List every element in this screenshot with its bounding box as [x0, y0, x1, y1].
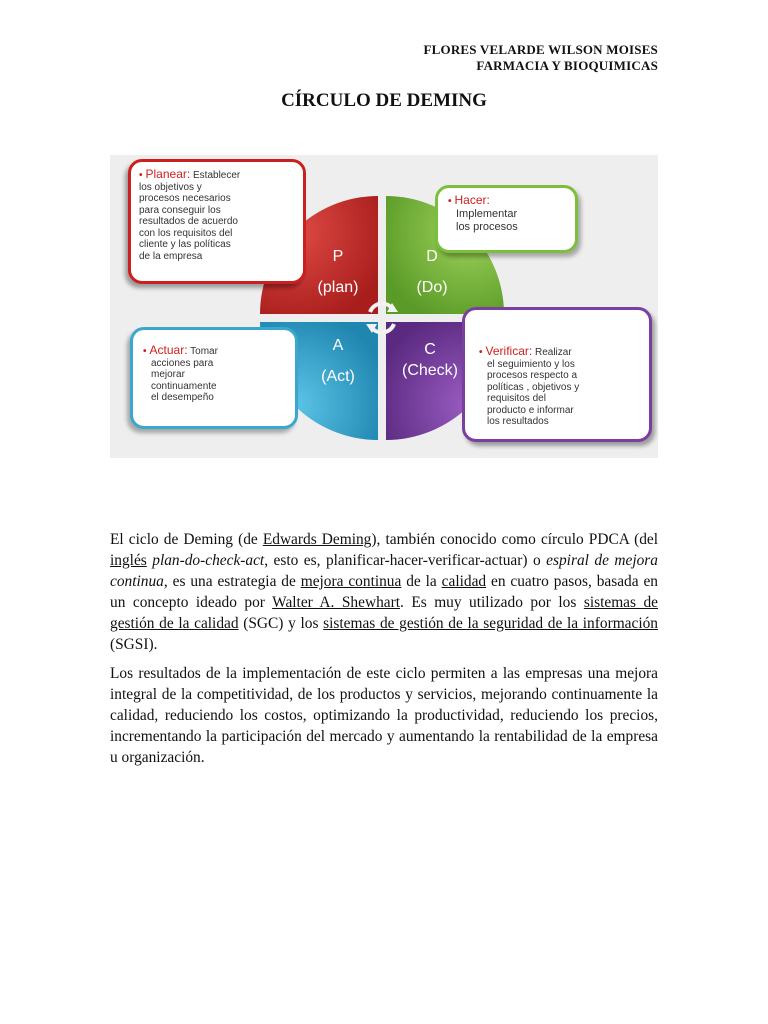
- page-title: CÍRCULO DE DEMING: [281, 90, 487, 111]
- check-word: (Check): [401, 362, 459, 379]
- verificar-line: el seguimiento y los: [487, 358, 575, 370]
- verificar-line: requisitos del: [487, 393, 546, 404]
- link-calidad[interactable]: calidad: [441, 573, 487, 590]
- actuar-line: continuamente: [151, 380, 217, 392]
- actuar-line: acciones para: [151, 357, 214, 369]
- planear-line: los objetivos y: [139, 181, 202, 193]
- link-edwards-deming[interactable]: Edwards Deming: [262, 531, 372, 548]
- bullet: •: [479, 347, 483, 358]
- verificar-line: políticas , objetivos y: [487, 381, 580, 393]
- planear-line: resultados de acuerdo: [139, 216, 238, 227]
- planear-line: procesos necesarios: [139, 193, 231, 204]
- link-sgc[interactable]: sistemas de gestión de la calidad: [110, 594, 659, 632]
- verificar-line: Realizar: [534, 347, 572, 358]
- check-letter: C: [424, 341, 436, 358]
- do-word: (Do): [416, 279, 448, 296]
- plan-letter: P: [332, 248, 344, 265]
- planear-line: con los requisitos del: [139, 227, 233, 239]
- actuar-line: Tomar: [190, 346, 218, 357]
- author-name: FLORES VELARDE WILSON MOISES: [423, 42, 658, 57]
- document-header: [424, 42, 659, 74]
- bullet: •: [139, 170, 143, 181]
- callout-planear: [128, 159, 306, 284]
- planear-line: de la empresa: [139, 250, 203, 262]
- verificar-line: los resultados: [487, 416, 549, 427]
- actuar-label: Actuar:: [149, 343, 188, 357]
- hacer-label: Hacer:: [454, 193, 490, 207]
- callout-verificar: [462, 307, 652, 442]
- deming-cycle-diagram: [110, 155, 658, 458]
- bullet: •: [143, 346, 147, 357]
- act-word: (Act): [321, 368, 355, 385]
- act-letter: A: [332, 337, 344, 354]
- link-ingles[interactable]: inglés: [110, 552, 147, 569]
- actuar-line: mejorar: [151, 369, 185, 380]
- link-mejora-continua[interactable]: mejora continua: [300, 573, 402, 590]
- link-sgsi[interactable]: sistemas de gestión de la seguridad de la información: [323, 615, 658, 632]
- paragraph-2: Los resultados de la implementación de este ciclo permiten a las empresas una mejora integral de la competitividad, de los productos y servicios, mejorando continuamente la calidad, reduciendo los costos, optimizando la productividad, reduciendo los precios, incrementando la participación del mercado y aumentando la rentabilidad de la empresa u organización.: [110, 665, 658, 766]
- planear-line: para conseguir los: [139, 204, 221, 216]
- planear-line: cliente y las políticas: [139, 239, 231, 250]
- program-name: FARMACIA Y BIOQUIMICAS: [476, 58, 658, 73]
- verificar-label: Verificar:: [485, 344, 533, 358]
- espiral-term: espiral de mejora continua: [110, 552, 658, 590]
- planear-label: Planear:: [145, 167, 191, 181]
- hacer-line: los procesos: [456, 220, 518, 233]
- actuar-line: el desempeño: [151, 392, 214, 403]
- callout-actuar: [130, 327, 298, 429]
- planear-line: Establecer: [193, 170, 241, 181]
- pdca-term: plan-do-check-act: [152, 552, 265, 569]
- verificar-line: procesos respecto a: [487, 370, 578, 381]
- paragraph-1: El ciclo de Deming (de Edwards Deming), también conocido como círculo PDCA (del inglés plan-do-check-act, esto es, planificar-hacer-verificar-actuar) o espiral de mejora continua, es una estrategia de mejora continua de la calidad en cuatro pasos, basada en un concepto ideado por Walter A. Shewhart. Es muy utilizado por los sistemas de gestión de la calidad (SGC) y los sistemas de gestión de la seguridad de la información (SGSI).: [110, 531, 659, 653]
- bullet: •: [448, 196, 452, 207]
- verificar-line: producto e informar: [487, 404, 574, 416]
- plan-word: (plan): [317, 279, 359, 296]
- callout-hacer: [435, 185, 578, 253]
- link-walter-shewhart[interactable]: Walter A. Shewhart: [272, 594, 400, 611]
- do-letter: D: [426, 248, 438, 265]
- body-text: [110, 529, 658, 776]
- hacer-line: Implementar: [456, 207, 518, 220]
